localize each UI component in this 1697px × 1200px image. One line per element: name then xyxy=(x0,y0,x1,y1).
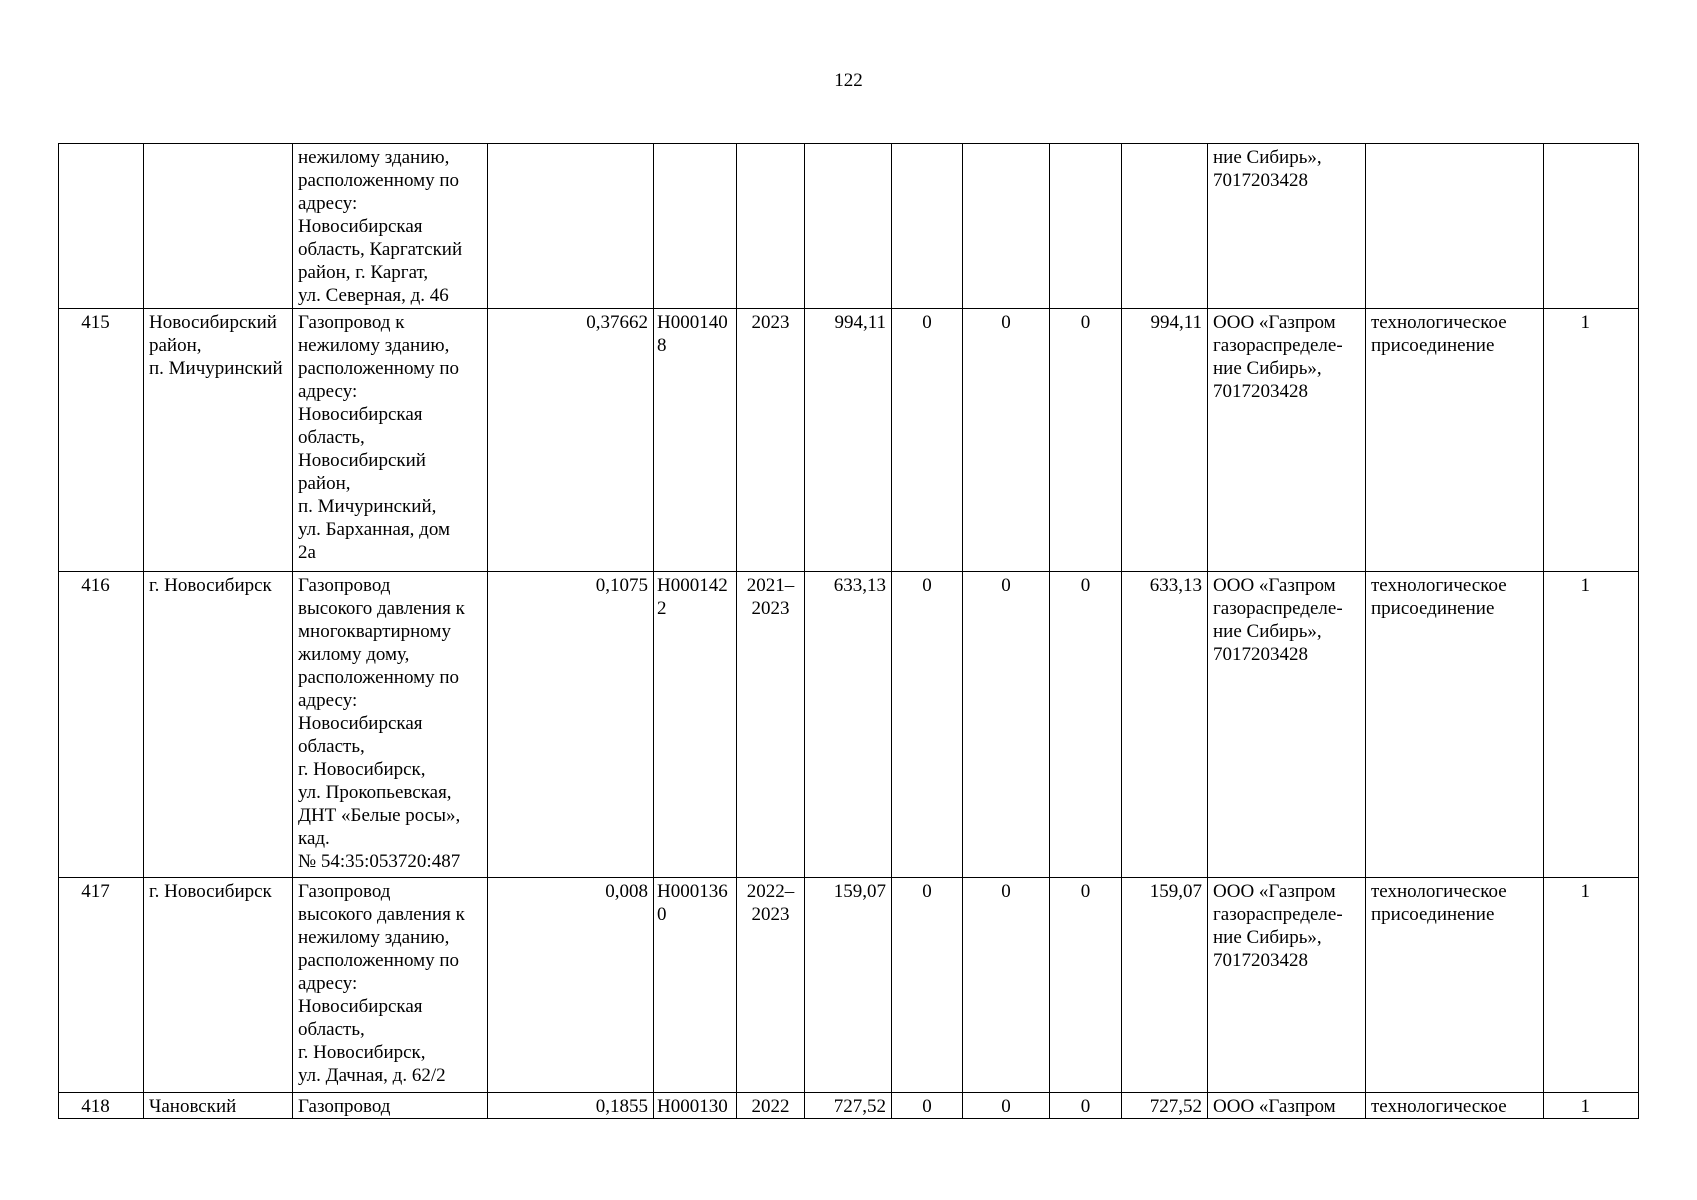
organization-cell: ООО «Газпром газораспределе- ние Сибирь», 7017203428 xyxy=(1208,309,1366,572)
length-cell: 0,37662 xyxy=(488,309,654,572)
row-number-cell: 415 xyxy=(59,309,144,572)
purpose-cell: технологическое присоединение xyxy=(1366,572,1544,878)
location-cell: Новосибирский район, п. Мичуринский xyxy=(144,309,293,572)
count-cell: 1 xyxy=(1544,572,1639,878)
count-cell: 1 xyxy=(1544,1093,1639,1119)
table-row xyxy=(59,878,1639,1093)
years-cell: 2022 xyxy=(737,1093,805,1119)
years-cell: 2021– 2023 xyxy=(737,572,805,878)
cost-final-cell: 994,11 xyxy=(1122,309,1208,572)
cost-total-cell xyxy=(805,144,892,309)
value-cell: 0 xyxy=(1050,572,1122,878)
location-cell xyxy=(144,144,293,309)
length-cell xyxy=(488,144,654,309)
row-number-cell xyxy=(59,144,144,309)
page-number: 122 xyxy=(834,70,863,91)
organization-cell: ние Сибирь», 7017203428 xyxy=(1208,144,1366,309)
cost-total-cell: 994,11 xyxy=(805,309,892,572)
value-cell: 0 xyxy=(892,572,963,878)
object-cell: Газопровод высокого давления к многоквартирному жилому дому, расположенному по адресу: Новосибирская область, г. Новосибирск, ул. Прокопьевская, ДНТ «Белые росы», кад. № 54:35:053720:487 xyxy=(293,572,488,878)
years-cell xyxy=(737,144,805,309)
table-row xyxy=(59,309,1639,572)
organization-cell: ООО «Газпром газораспределе- ние Сибирь», 7017203428 xyxy=(1208,572,1366,878)
count-cell xyxy=(1544,144,1639,309)
object-cell: Газопровод xyxy=(293,1093,488,1119)
location-cell: Чановский xyxy=(144,1093,293,1119)
value-cell: 0 xyxy=(963,572,1050,878)
cost-final-cell: 727,52 xyxy=(1122,1093,1208,1119)
length-cell: 0,008 xyxy=(488,878,654,1093)
value-cell xyxy=(963,144,1050,309)
code-cell: Н000136 0 xyxy=(654,878,737,1093)
count-cell: 1 xyxy=(1544,878,1639,1093)
value-cell xyxy=(1050,144,1122,309)
cost-total-cell: 727,52 xyxy=(805,1093,892,1119)
cost-total-cell: 633,13 xyxy=(805,572,892,878)
cost-total-cell: 159,07 xyxy=(805,878,892,1093)
length-cell: 0,1075 xyxy=(488,572,654,878)
count-cell: 1 xyxy=(1544,309,1639,572)
object-cell: Газопровод высокого давления к нежилому зданию, расположенному по адресу: Новосибирская область, г. Новосибирск, ул. Дачная, д. 62/2 xyxy=(293,878,488,1093)
value-cell: 0 xyxy=(892,878,963,1093)
years-cell: 2023 xyxy=(737,309,805,572)
row-number-cell: 416 xyxy=(59,572,144,878)
value-cell xyxy=(892,144,963,309)
organization-cell: ООО «Газпром xyxy=(1208,1093,1366,1119)
value-cell: 0 xyxy=(963,309,1050,572)
code-cell xyxy=(654,144,737,309)
value-cell: 0 xyxy=(1050,1093,1122,1119)
code-cell: Н000142 2 xyxy=(654,572,737,878)
cost-final-cell xyxy=(1122,144,1208,309)
row-number-cell: 417 xyxy=(59,878,144,1093)
table-row xyxy=(59,1093,1639,1119)
table-row xyxy=(59,572,1639,878)
code-cell: Н000130 xyxy=(654,1093,737,1119)
value-cell: 0 xyxy=(963,878,1050,1093)
location-cell: г. Новосибирск xyxy=(144,878,293,1093)
object-cell: Газопровод к нежилому зданию, расположенному по адресу: Новосибирская область, Новосибирский район, п. Мичуринский, ул. Барханная, дом 2а xyxy=(293,309,488,572)
investment-table xyxy=(58,143,1639,1119)
purpose-cell: технологическое присоединение xyxy=(1366,309,1544,572)
value-cell: 0 xyxy=(892,309,963,572)
purpose-cell: технологическое присоединение xyxy=(1366,878,1544,1093)
organization-cell: ООО «Газпром газораспределе- ние Сибирь», 7017203428 xyxy=(1208,878,1366,1093)
value-cell: 0 xyxy=(1050,878,1122,1093)
object-cell: нежилому зданию, расположенному по адресу: Новосибирская область, Каргатский район, г. Каргат, ул. Северная, д. 46 xyxy=(293,144,488,309)
length-cell: 0,1855 xyxy=(488,1093,654,1119)
value-cell: 0 xyxy=(1050,309,1122,572)
years-cell: 2022– 2023 xyxy=(737,878,805,1093)
location-cell: г. Новосибирск xyxy=(144,572,293,878)
purpose-cell xyxy=(1366,144,1544,309)
cost-final-cell: 159,07 xyxy=(1122,878,1208,1093)
row-number-cell: 418 xyxy=(59,1093,144,1119)
value-cell: 0 xyxy=(892,1093,963,1119)
purpose-cell: технологическое xyxy=(1366,1093,1544,1119)
cost-final-cell: 633,13 xyxy=(1122,572,1208,878)
code-cell: Н000140 8 xyxy=(654,309,737,572)
value-cell: 0 xyxy=(963,1093,1050,1119)
table-row xyxy=(59,144,1639,309)
